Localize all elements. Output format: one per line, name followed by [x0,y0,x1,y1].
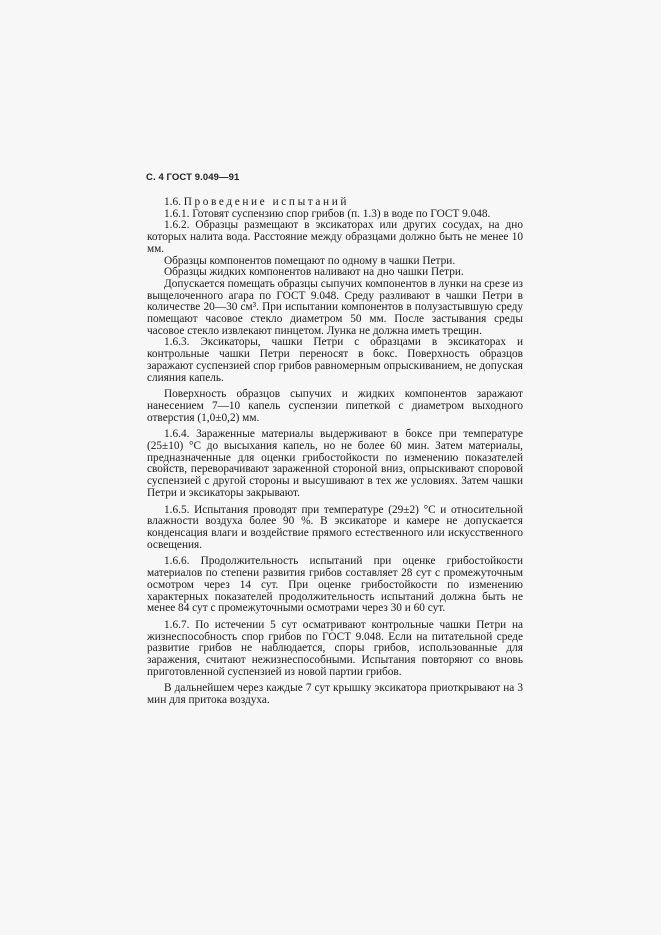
paragraph-liquid-components: Образцы жидких компонентов наливают на дно чашки Петри. [164,266,464,279]
paragraph-1-6-2: 1.6.2. Образцы размещают в эксикаторах или других сосудах, на дно которых налита вода. Расстояние между образцами должно быть не менее 10 мм. [147,219,523,255]
paragraph-1-6-1: 1.6.1. Готовят суспензию спор грибов (п. 1.3) в воде по ГОСТ 9.048. [164,207,491,220]
section-number: 1.6. [164,196,181,208]
paragraph-1-6-5: 1.6.5. Испытания проводят при температуре (29±2) °С и относительной влажности воздуха более 90 %. В эксикаторе и камере не допускается конденсация влаги и воздействие прямого естественного или искусственного освещения. [147,503,523,551]
paragraph-components-petri: Образцы компонентов помещают по одному в чашки Петри. [164,254,456,267]
document-page [147,172,523,707]
section-heading [147,197,523,209]
document-body [147,197,523,707]
paragraph-surface-infection: Поверхность образцов сыпучих и жидких компонентов заражают нанесением 7—10 капель суспензии пипеткой с диаметром выходного отверстия (1,0±0,2) мм. [147,388,523,424]
paragraph-air-intake: В дальнейшем через каждые 7 сут крышку эксикатора приоткрывают на 3 мин для притока воздуха. [147,682,523,707]
section-title: Проведение испытаний [183,196,349,208]
paragraph-1-6-4: 1.6.4. Зараженные материалы выдерживают в боксе при температуре (25±10) °С до высыхания капель, но не более 60 мин. Затем материалы, предназначенные для оценки грибостойкости по изменению показателей свойств, переворачивают зараженной стороной вниз, опрыскивают споровой суспензией с другой стороны и высушивают в тех же условиях. Затем чашки Петри и эксикаторы закрывают. [147,428,523,499]
paragraph-1-6-3: 1.6.3. Эксикаторы, чашки Петри с образцами в эксикаторах и контрольные чашки Петри переносят в бокс. Поверхность образцов заражают суспензией спор грибов равномерным опрыскиванием, не допуская слияния капель. [147,336,523,384]
paragraph-bulk-components: Допускается помещать образцы сыпучих компонентов в лунки на срезе из выщелоченного агара по ГОСТ 9.048. Среду разливают в чашки Петри в количестве 20—30 см³. При испытании компонентов в полузастывшую среду помещают часовое стекло диаметром 50 мм. После застывания среды часовое стекло извлекают пинцетом. Лунка не должна иметь трещин. [147,277,523,337]
paragraph-1-6-7: 1.6.7. По истечении 5 сут осматривают контрольные чашки Петри на жизнеспособность спор грибов по ГОСТ 9.048. Если на питательной среде развитие грибов не наблюдается, споры грибов, использованные для заражения, считают нежизнеспособными. Испытания повторяют со вновь приготовленной суспензией из новой партии грибов. [147,618,523,678]
paragraph-1-6-6: 1.6.6. Продолжительность испытаний при оценке грибостойкости материалов по степени развития грибов составляет 28 сут с промежуточным осмотром через 14 сут. При оценке грибостойкости по изменению характерных показателей продолжительность испытаний должна быть не менее 84 сут с промежуточными осмотрами через 30 и 60 сут. [147,555,523,615]
running-header: С. 4 ГОСТ 9.049—91 [146,172,240,183]
